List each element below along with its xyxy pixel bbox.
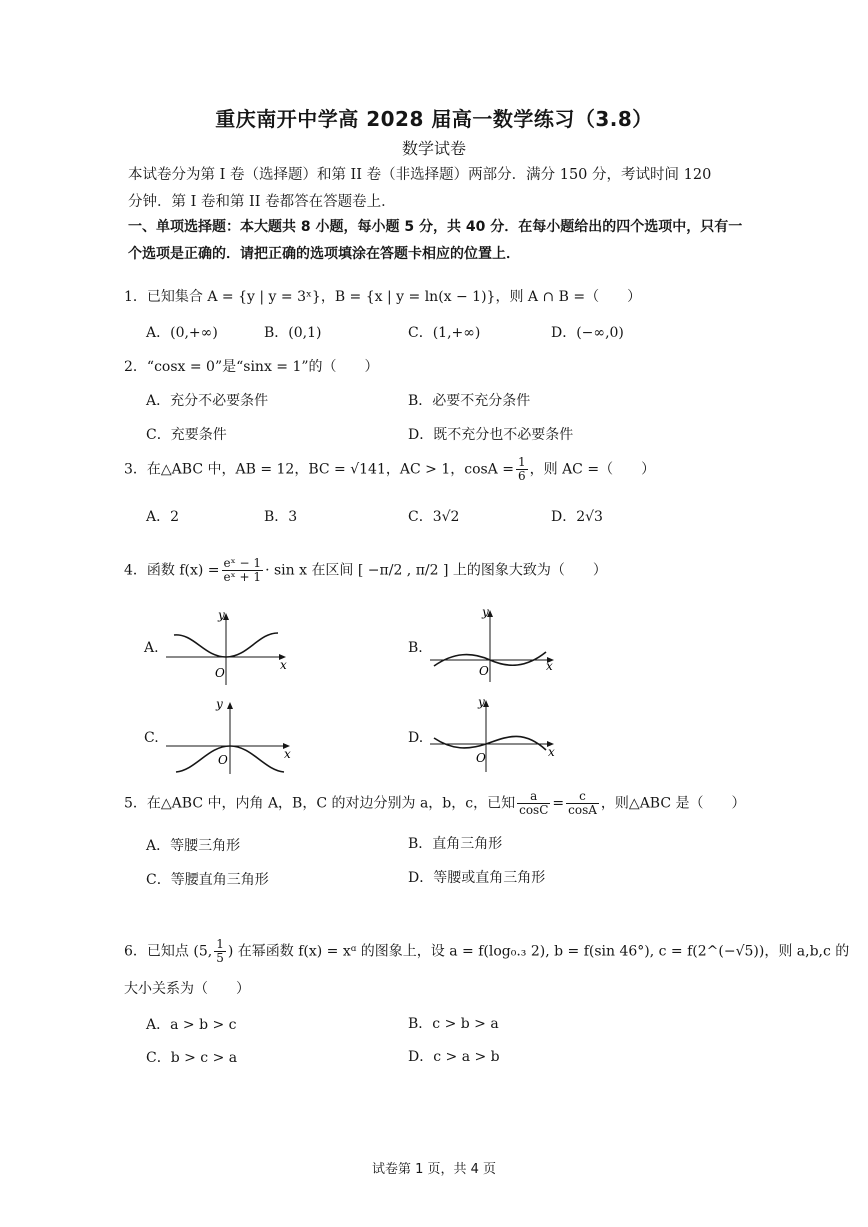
section-heading-line-1: 一、单项选择题：本大题共 8 小题，每小题 5 分，共 40 分．在每小题给出的四个选项中，只有一 <box>128 219 743 235</box>
question-4-option-a: A. <box>144 640 159 656</box>
graph-b-origin-label: O <box>479 664 489 678</box>
question-5-fraction-right: $\frac{c}{\cos A}$ <box>568 789 597 817</box>
question-5-option-d: D．等腰或直角三角形 <box>408 870 546 886</box>
graph-d-curve <box>434 736 546 750</box>
question-6-option-b: B．c > b > a <box>408 1016 499 1032</box>
intro-line-1: 本试卷分为第 I 卷（选择题）和第 II 卷（非选择题）两部分．满分 150 分，考试时间 120 <box>128 167 712 183</box>
graph-b-y-label: y <box>482 605 489 619</box>
question-3-option-a: A．2 <box>146 509 180 525</box>
graph-b <box>428 602 564 684</box>
question-4-fraction: $\frac{\text{eˣ − 1}}{\text{eˣ + 1}}$ <box>223 556 262 584</box>
graph-c <box>164 694 300 776</box>
question-4-stem: 4．函数 f(x) = $\frac{\text{eˣ − 1}}{\text{eˣ + 1}}$ · sin x 在区间 [ −π/2 , π/2 ] 上的图象大致为（ ） <box>124 556 607 584</box>
question-2-option-b: B．必要不充分条件 <box>408 393 531 409</box>
graph-d-y-label: y <box>478 695 485 709</box>
question-1-option-c: C．(1,+∞) <box>408 325 481 341</box>
question-3-stem: 3．在△ABC 中，AB = 12，BC = √141，AC > 1，cosA = $\frac{1}{6}$ ，则 AC =（ ） <box>124 455 656 483</box>
question-3-option-d: D．2√3 <box>551 509 603 525</box>
question-1-option-b: B．(0,1) <box>264 325 322 341</box>
question-2-option-c: C．充要条件 <box>146 427 227 443</box>
question-5-option-c: C．等腰直角三角形 <box>146 872 269 888</box>
graph-b-x-label: x <box>546 659 553 673</box>
question-6-stem: 6．已知点 (5, $\frac{1}{5}$ ) 在幂函数 f(x) = xᵅ 的图象上，设 a = f(log₀.₃ 2), b = f(sin 46°), c = f(2^(−√5))，则 a,b,c 的 <box>124 937 850 965</box>
question-2-stem: 2．“cosx = 0”是“sinx = 1”的（ ） <box>124 359 379 375</box>
graph-c-y-arrow <box>227 702 233 709</box>
question-6-option-d: D．c > a > b <box>408 1049 500 1065</box>
graph-d <box>428 692 564 774</box>
question-5-option-a: A．等腰三角形 <box>146 838 241 854</box>
question-2-option-a: A．充分不必要条件 <box>146 393 269 409</box>
graph-d-x-label: x <box>548 745 555 759</box>
graph-a-x-label: x <box>280 658 287 672</box>
graph-a-y-label: y <box>218 608 225 622</box>
question-4-option-d: D. <box>408 730 424 746</box>
question-3-option-c: C．3√2 <box>408 509 460 525</box>
graph-c-y-label: y <box>216 697 223 711</box>
section-heading-line-2: 个选项是正确的．请把正确的选项填涂在答题卡相应的位置上． <box>128 246 520 262</box>
graph-a-origin-label: O <box>215 666 225 680</box>
graph-c-origin-label: O <box>218 753 228 767</box>
page-subtitle: 数学试卷 <box>401 139 466 158</box>
graph-c-x-label: x <box>284 747 291 761</box>
question-5-stem: 5．在△ABC 中，内角 A，B，C 的对边分别为 a，b，c，已知 $\frac{a}{\cos C}$ = $\frac{c}{\cos A}$ ，则△ABC 是（ ） <box>124 789 746 817</box>
question-6-option-c: C．b > c > a <box>146 1050 238 1066</box>
question-1-stem: 1．已知集合 A = {y | y = 3ˣ}，B = {x | y = ln(x − 1)}，则 A ∩ B =（ ） <box>124 289 642 305</box>
question-5-fraction-left: $\frac{a}{\cos C}$ <box>519 789 549 817</box>
question-1-option-d: D．(−∞,0) <box>551 325 624 341</box>
question-6-stem-line-2: 大小关系为（ ） <box>124 981 250 997</box>
question-2-option-d: D．既不充分也不必要条件 <box>408 427 574 443</box>
page-title: 重庆南开中学高 2028 届高一数学练习（3.8） <box>215 107 653 131</box>
intro-line-2: 分钟．第 I 卷和第 II 卷都答在答题卷上． <box>128 194 396 210</box>
question-6-fraction: $\frac{1}{5}$ <box>216 937 224 965</box>
graph-d-origin-label: O <box>476 751 486 765</box>
question-6-option-a: A．a > b > c <box>146 1017 237 1033</box>
question-4-option-b: B. <box>408 640 423 656</box>
question-5-option-b: B．直角三角形 <box>408 836 503 852</box>
page-footer: 试卷第 1 页，共 4 页 <box>371 1162 497 1177</box>
question-3-option-b: B．3 <box>264 509 298 525</box>
graph-a <box>164 605 294 687</box>
question-1-option-a: A．(0,+∞) <box>146 325 218 341</box>
question-3-fraction: $\frac{1}{6}$ <box>517 455 526 483</box>
question-4-option-c: C. <box>144 730 159 746</box>
